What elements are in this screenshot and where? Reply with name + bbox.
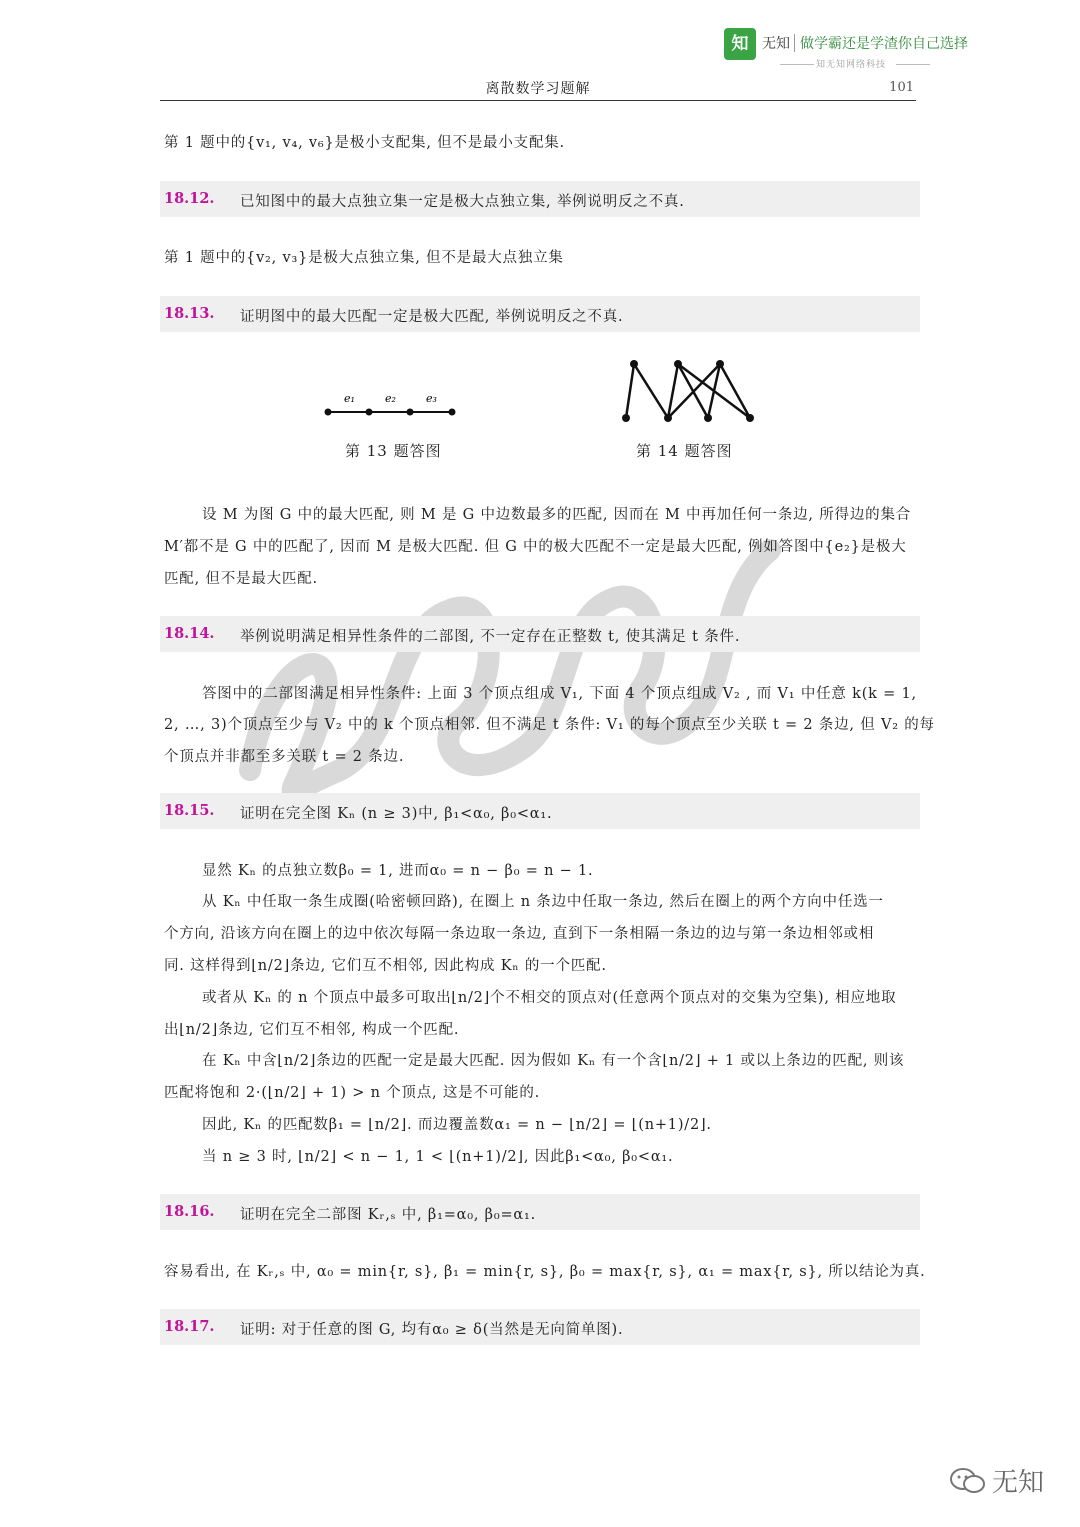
- problem-18-15: [160, 793, 920, 829]
- divider: [896, 64, 930, 65]
- graph-vertex: [716, 360, 724, 368]
- answer-line: 当 n ≥ 3 时, ⌊n/2⌋ < n − 1, 1 < ⌊(n+1)/2⌋, 因此β₁<α₀, β₀<α₁.: [202, 1149, 674, 1165]
- figure-14-graph: [618, 356, 758, 426]
- brand-header: [724, 28, 1004, 78]
- running-title: 离散数学习题解: [485, 81, 591, 97]
- answer-line: 答图中的二部图满足相异性条件: 上面 3 个顶点组成 V₁, 下面 4 个顶点组成 V₂ , 而 V₁ 中任意 k(k = 1,: [202, 686, 917, 702]
- answer-line: 第 1 题中的{v₁, v₄, v₆}是极小支配集, 但不是最小支配集.: [164, 135, 565, 151]
- answer-line: 显然 Kₙ 的点独立数β₀ = 1, 进而α₀ = n − β₀ = n − 1.: [202, 863, 594, 879]
- problem-18-16: [160, 1194, 920, 1230]
- figure-13-caption: 第 13 题答图: [345, 442, 442, 460]
- figure-13-graph: [318, 386, 468, 426]
- graph-vertex: [664, 414, 672, 422]
- running-head: [160, 78, 916, 101]
- page-number: 101: [889, 80, 914, 95]
- graph-vertex: [325, 409, 332, 416]
- edge-label: e₂: [385, 392, 396, 405]
- answer-line: 容易看出, 在 Kᵣ,ₛ 中, α₀ = min{r, s}, β₁ = min{r, s}, β₀ = max{r, s}, α₁ = max{r, s}, 所以结论为真.: [164, 1264, 926, 1280]
- answer-line: 个顶点并非都至多关联 t = 2 条边.: [164, 749, 405, 765]
- figure-14-caption: 第 14 题答图: [636, 442, 733, 460]
- answer-line: 同. 这样得到⌊n/2⌋条边, 它们互不相邻, 因此构成 Kₙ 的一个匹配.: [164, 958, 607, 974]
- answer-line: 在 Kₙ 中含⌊n/2⌋条边的匹配一定是最大匹配. 因为假如 Kₙ 有一个含⌊n/2⌋ + 1 或以上条边的匹配, 则该: [202, 1053, 905, 1069]
- answer-line: 匹配, 但不是最大匹配.: [164, 571, 318, 587]
- graph-vertex: [366, 409, 373, 416]
- answer-line: 2, …, 3)个顶点至少与 V₂ 中的 k 个顶点相邻. 但不满足 t 条件: V₁ 的每个顶点至少关联 t = 2 条边, 但 V₂ 的每: [164, 717, 935, 733]
- answer-line: M′都不是 G 中的匹配了, 因而 M 是极大匹配. 但 G 中的极大匹配不一定是最大匹配, 例如答图中{e₂}是极大: [164, 539, 907, 555]
- problem-number: 18.13.: [164, 305, 215, 322]
- problem-18-14: [160, 616, 920, 652]
- problem-number: 18.17.: [164, 1318, 215, 1335]
- problem-text: 举例说明满足相异性条件的二部图, 不一定存在正整数 t, 使其满足 t 条件.: [240, 629, 741, 645]
- problem-number: 18.16.: [164, 1203, 215, 1220]
- problem-text: 证明在完全二部图 Kᵣ,ₛ 中, β₁=α₀, β₀=α₁.: [240, 1207, 537, 1223]
- graph-vertex: [674, 360, 682, 368]
- graph-vertex: [622, 414, 630, 422]
- problem-text: 证明在完全图 Kₙ (n ≥ 3)中, β₁<α₀, β₀<α₁.: [240, 806, 553, 822]
- brand-separator: [794, 34, 795, 52]
- watermark-text: 无知: [992, 1468, 1045, 1498]
- answer-line: 第 1 题中的{v₂, v₃}是极大点独立集, 但不是最大点独立集: [164, 250, 564, 266]
- graph-vertex: [449, 409, 456, 416]
- brand-slogan: 做学霸还是学渣你自己选择: [800, 36, 968, 52]
- problem-text: 证明: 对于任意的图 G, 均有α₀ ≥ δ(当然是无向简单图).: [240, 1322, 624, 1338]
- problem-18-13: [160, 296, 920, 332]
- graph-vertex: [704, 414, 712, 422]
- wechat-icon: [948, 1466, 988, 1496]
- answer-line: 因此, Kₙ 的匹配数β₁ = ⌊n/2⌋. 而边覆盖数α₁ = n − ⌊n/2⌋ = ⌊(n+1)/2⌋.: [202, 1117, 712, 1133]
- divider: [780, 64, 814, 65]
- graph-vertex: [407, 409, 414, 416]
- graph-vertex: [630, 360, 638, 368]
- edge-label: e₁: [344, 392, 355, 405]
- graph-vertex: [746, 414, 754, 422]
- problem-number: 18.15.: [164, 802, 215, 819]
- brand-subtitle: 知无知网络科技: [816, 60, 887, 70]
- brand-name: 无知: [762, 36, 790, 52]
- answer-line: 出⌊n/2⌋条边, 它们互不相邻, 构成一个匹配.: [164, 1022, 460, 1038]
- problem-18-12: [160, 181, 920, 217]
- problem-number: 18.12.: [164, 190, 215, 207]
- answer-line: 设 M 为图 G 中的最大匹配, 则 M 是 G 中边数最多的匹配, 因而在 M 中再加任何一条边, 所得边的集合: [202, 507, 912, 523]
- edge-label: e₃: [426, 392, 437, 405]
- answer-line: 个方向, 沿该方向在圈上的边中依次每隔一条边取一条边, 直到下一条相隔一条边的边与第一条边相邻或相: [164, 926, 875, 942]
- problem-text: 已知图中的最大点独立集一定是极大点独立集, 举例说明反之不真.: [240, 194, 685, 210]
- answer-line: 匹配将饱和 2·(⌊n/2⌋ + 1) > n 个顶点, 这是不可能的.: [164, 1085, 541, 1101]
- brand-logo: 知: [724, 28, 756, 60]
- problem-number: 18.14.: [164, 625, 215, 642]
- problem-18-17: [160, 1309, 920, 1345]
- answer-line: 从 Kₙ 中任取一条生成圈(哈密顿回路), 在圈上 n 条边中任取一条边, 然后在圈上的两个方向中任选一: [202, 894, 884, 910]
- answer-line: 或者从 Kₙ 的 n 个顶点中最多可取出⌊n/2⌋个不相交的顶点对(任意两个顶点对的交集为空集), 相应地取: [202, 990, 897, 1006]
- problem-text: 证明图中的最大匹配一定是极大匹配, 举例说明反之不真.: [240, 309, 624, 325]
